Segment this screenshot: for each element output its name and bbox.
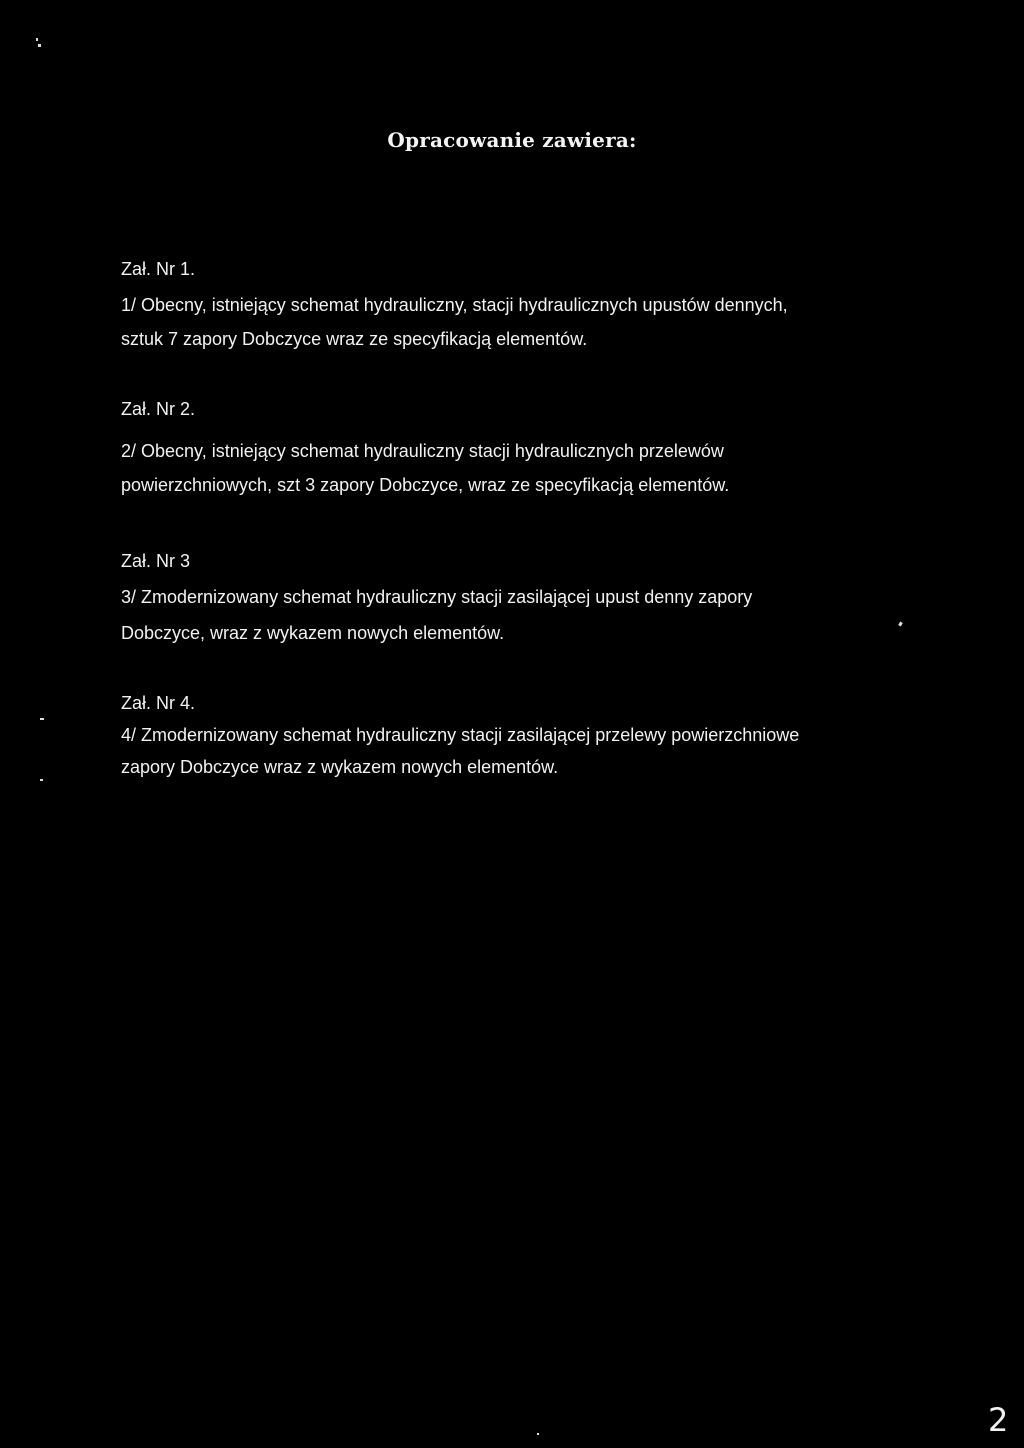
attachment-heading: Zał. Nr 1. — [121, 259, 196, 279]
scan-speck — [40, 779, 43, 781]
document-title: Opracowanie zawiera: — [387, 128, 637, 152]
attachment-heading: Zał. Nr 3 — [121, 551, 191, 571]
scan-speck — [40, 718, 44, 720]
attachment-section-4 — [121, 692, 799, 778]
scan-speck — [36, 38, 38, 41]
attachment-description-line: powierzchniowych, szt 3 zapory Dobczyce, wraz ze specyfikacją elementów. — [121, 475, 730, 495]
attachment-description-line: 3/ Zmodernizowany schemat hydrauliczny stacji zasilającej upust denny zapory — [121, 587, 753, 607]
attachment-section-3 — [121, 550, 752, 644]
attachment-heading: Zał. Nr 2. — [121, 399, 196, 419]
attachment-description-line: sztuk 7 zapory Dobczyce wraz ze specyfikacją elementów. — [121, 329, 588, 349]
attachment-description-line: Dobczyce, wraz z wykazem nowych elementów. — [121, 623, 505, 643]
attachment-section-1 — [121, 258, 788, 350]
attachment-description-line: 4/ Zmodernizowany schemat hydrauliczny stacji zasilającej przelewy powierzchniowe — [121, 725, 800, 745]
attachment-heading: Zał. Nr 4. — [121, 693, 196, 713]
page-number: 2 — [988, 1401, 1009, 1439]
attachment-description-line: 1/ Obecny, istniejący schemat hydrauliczny, stacji hydraulicznych upustów dennych, — [121, 295, 788, 315]
attachment-description-line: 2/ Obecny, istniejący schemat hydrauliczny stacji hydraulicznych przelewów — [121, 441, 724, 461]
attachment-description-line: zapory Dobczyce wraz z wykazem nowych elementów. — [121, 757, 559, 777]
scan-speck — [898, 622, 903, 627]
attachment-section-2 — [121, 398, 729, 496]
scan-speck — [537, 1433, 539, 1435]
scan-speck — [38, 44, 41, 47]
